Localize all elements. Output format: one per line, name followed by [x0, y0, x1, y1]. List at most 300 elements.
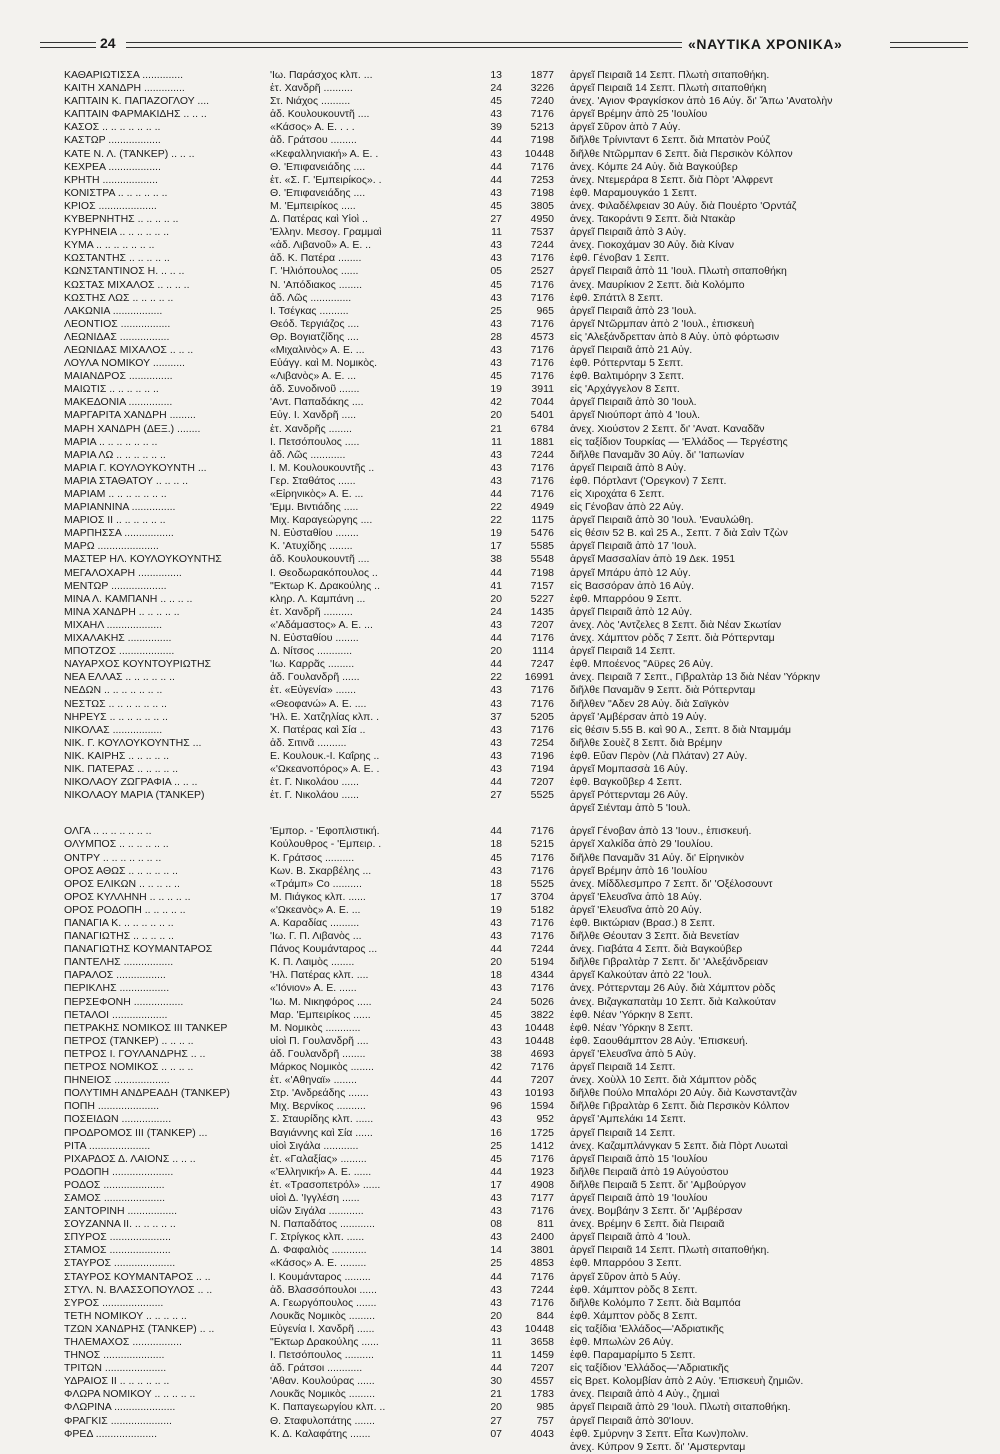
ship-owner: Εὐγενία Ι. Χανδρῆ ...... — [270, 1322, 375, 1335]
ship-owner: 'Ηλ. Πατέρας κλπ. .... — [270, 969, 369, 982]
ship-owner: Ι. Κουμάνταρος ......... — [270, 1270, 371, 1283]
ship-status: εἰς Βασσόραν ἀπὸ 16 Αὐγ. — [570, 579, 695, 592]
ship-tonnage: 4043 — [530, 1427, 554, 1440]
ship-code: 11 — [491, 226, 502, 239]
ship-tonnage: 3704 — [530, 890, 554, 903]
ship-tonnage: 7044 — [530, 396, 554, 409]
ship-tonnage: 844 — [536, 1309, 554, 1322]
ship-tonnage: 1725 — [530, 1126, 554, 1139]
ship-code: 24 — [490, 995, 502, 1008]
ship-tonnage: 16991 — [524, 671, 554, 684]
ship-name: ΟΝΤΡΥ .. .. .. .. .. .. .. — [64, 851, 162, 864]
ship-tonnage: 7176 — [530, 684, 554, 697]
ship-code: 43 — [490, 317, 502, 330]
table-row — [64, 1349, 944, 1362]
ship-code: 43 — [490, 1113, 502, 1126]
table-row — [64, 1401, 944, 1414]
ship-owner: Ε. Κουλουκ.-Ι. Καΐρης .. — [270, 749, 380, 762]
ship-status: διῆλθε Γιβραλτὰρ 7 Σεπτ. δι' 'Αλεξάνδρειαν — [570, 956, 768, 969]
ship-status: ἐφθ. Παραμαρίμπο 5 Σεπτ. — [570, 1349, 696, 1362]
ship-status: ἐφθ. Μαραμουγκάο 1 Σεπτ. — [570, 186, 698, 199]
table-row — [64, 1244, 944, 1257]
ship-status: ἐφθ. Σπάττλ 8 Σεπτ. — [570, 291, 664, 304]
ship-tonnage: 10448 — [524, 1322, 554, 1335]
ship-owner: ἐτ. «Γαλαξίας» ......... — [270, 1152, 367, 1165]
ship-tonnage: 7207 — [530, 618, 554, 631]
ship-owner: Ι. Πετσόπουλος ..... — [270, 435, 360, 448]
ship-name: ΤΡΙΤΩΝ ..................... — [64, 1362, 167, 1375]
ship-status: ἀργεῖ Πειραιᾶ 14 Σεπτ. — [570, 1061, 676, 1074]
ship-status: ἀνεχ. Καζαμπλάνγκαν 5 Σεπτ. διὰ Πὸρτ Λυωταὶ — [570, 1139, 788, 1152]
table-row — [64, 1428, 944, 1441]
ship-name: ΛΟΥΛΑ ΝΟΜΙΚΟΥ ........... — [64, 357, 185, 370]
ship-tonnage: 985 — [536, 1401, 554, 1414]
ship-owner: «Κάσος» Α. Ε. . . . — [270, 121, 355, 134]
ship-status: ἀργεῖ Πειραιᾶ ἀπὸ 30'Ιουν. — [570, 1414, 694, 1427]
ship-code: 30 — [490, 1375, 502, 1388]
ship-code: 43 — [490, 1021, 502, 1034]
ship-name: ΜΑΡΙΑ Γ. ΚΟΥΛΟΥΚΟΥΝΤΗ ... — [64, 461, 207, 474]
ship-tonnage: 5525 — [530, 877, 554, 890]
table-row — [64, 213, 944, 226]
ship-name: ΤΗΝΟΣ ..................... — [64, 1349, 165, 1362]
ship-name: ΜΑΡΓΑΡΙΤΑ ΧΑΝΔΡΗ ......... — [64, 409, 196, 422]
table-row — [64, 1310, 944, 1323]
table-row — [64, 1297, 944, 1310]
ship-tonnage: 7176 — [530, 723, 554, 736]
ship-name: ΠΟΛΥΤΙΜΗ ΑΝΔΡΕΑΔΗ (ΤΆΝΚΕΡ) — [64, 1087, 230, 1100]
ship-code: 43 — [490, 1205, 502, 1218]
ship-owner: ἐτ. «'Αθηναϊ» ........ — [270, 1074, 357, 1087]
ship-tonnage: 6784 — [530, 422, 554, 435]
ship-status: ἀνεχ. Κύπρον 9 Σεπτ. δι' 'Αμστερνταμ — [570, 1440, 746, 1453]
ship-status: ἐφθ. Νέαν 'Υόρκην 8 Σεπτ. — [570, 1021, 694, 1034]
table-row — [64, 95, 944, 108]
ship-status: ἀργεῖ 'Ελευσῖνα ἀπὸ 18 Αὐγ. — [570, 890, 702, 903]
ship-code: 42 — [490, 396, 502, 409]
table-row — [64, 1441, 944, 1454]
ship-tonnage: 7253 — [530, 173, 554, 186]
ship-name: ΣΠΥΡΟΣ ..................... — [64, 1231, 171, 1244]
table-row — [64, 174, 944, 187]
ship-code: 11 — [491, 1336, 502, 1348]
ship-owner: Ν. 'Απόδιακος ........ — [270, 278, 363, 291]
ship-tonnage: 4693 — [530, 1047, 554, 1060]
ship-name: ΝΑΥΑΡΧΟΣ ΚΟΥΝΤΟΥΡΙΩΤΗΣ — [64, 658, 212, 671]
ship-name: ΜΠΟΤΖΟΣ ................... — [64, 645, 175, 658]
ship-owner: ἐτ. Γ. Νικολάου ...... — [270, 776, 359, 789]
table-row — [64, 737, 944, 750]
ship-status: ἀνεχ. Φιλαδέλφειαν 30 Αὐγ. διὰ Πουέρτο 'Ορντάζ — [570, 199, 797, 212]
ship-code: 43 — [490, 1322, 502, 1335]
ship-status: ἐφθ. Χάμπτον ρὸδς 8 Σεπτ. — [570, 1283, 698, 1296]
ship-status: ἀργεῖ Πειραιᾶ ἀπὸ 29 'Ιουλ. Πλωτὴ σιταποθήκη. — [570, 1401, 791, 1414]
ship-tonnage: 5026 — [530, 995, 554, 1008]
ship-status: διῆλθε Γιβραλτὰρ 6 Σεπτ. διὰ Περσικὸν Κόλπον — [570, 1100, 790, 1113]
ship-name: ΝΙΚ. ΚΑΙΡΗΣ .. .. .. .. .. — [64, 749, 170, 762]
ship-name: ΚΩΣΤΑΣ ΜΙΧΑΛΟΣ .. .. .. .. — [64, 278, 190, 291]
ship-status: ἐφθ. Χάμπτον ρὸδς 8 Σεπτ. — [570, 1309, 698, 1322]
ship-tonnage: 7240 — [530, 95, 554, 108]
ship-owner: υἱοὶ Π. Γουλανδρῆ .... — [270, 1034, 369, 1047]
ship-tonnage: 10448 — [524, 1034, 554, 1047]
ship-code: 13 — [490, 69, 502, 81]
ship-status: εἰς ταξίδιον 'Ελλάδος—'Αδριατικῆς — [570, 1362, 729, 1375]
ship-status: ἀργεῖ 'Αμπελάκι 14 Σεπτ. — [570, 1113, 686, 1126]
ship-name: ΠΕΤΡΑΚΗΣ ΝΟΜΙΚΟΣ ΙΙΙ ΤΆΝΚΕΡ — [64, 1021, 228, 1034]
ship-tonnage: 3658 — [530, 1336, 554, 1348]
ship-tonnage: 7176 — [530, 461, 554, 474]
ship-owner: Μ. Πιάγκος κλπ. ...... — [270, 890, 366, 903]
ship-owner: «ἀδ. Λιβανοῦ» Α. Ε. .. — [270, 239, 371, 252]
ship-status: ἐφθ. Πόρτλαντ ('Ορεγκον) 7 Σεπτ. — [570, 474, 727, 487]
ship-name: ΟΡΟΣ ΡΟΔΟΠΗ .. .. .. .. .. — [64, 903, 186, 916]
ship-status: ἀνεχ. Λὸς 'Αντζελες 8 Σεπτ. διὰ Νέαν Σκωτίαν — [570, 618, 782, 631]
table-row — [64, 1218, 944, 1231]
ship-status: ἀργεῖ Πειραιᾶ ἀπὸ 30 'Ιουλ. — [570, 396, 697, 409]
ship-owner: Ι. Θεοδωρακόπουλος .. — [270, 566, 378, 579]
ship-tonnage: 7254 — [530, 736, 554, 749]
ship-status: διῆλθε Θέουταν 3 Σεπτ. διὰ Βενετίαν — [570, 930, 740, 943]
ship-owner: Κ. Παπαγεωργίου κλπ. .. — [270, 1401, 386, 1414]
ship-code: 17 — [490, 890, 502, 903]
ship-code: 44 — [490, 1270, 502, 1283]
table-row — [64, 750, 944, 763]
ship-code: 43 — [490, 186, 502, 199]
ship-name: ΛΕΩΝΙΔΑΣ ΜΙΧΑΛΟΣ .. .. .. — [64, 343, 194, 356]
table-row — [64, 1192, 944, 1205]
ship-tonnage: 7196 — [530, 749, 554, 762]
table-row — [64, 802, 944, 815]
ship-status: διῆλθεν "Αδεν 28 Αὐγ. διὰ Σαϊγκὸν — [570, 697, 729, 710]
ship-code: 07 — [490, 1427, 502, 1440]
ship-tonnage: 5215 — [530, 838, 554, 851]
ship-name: ΜΑΡΙΟΣ ΙΙ .. .. .. .. .. .. — [64, 514, 166, 527]
table-row — [64, 943, 944, 956]
ship-tonnage: 5213 — [530, 121, 554, 134]
ship-name: ΦΛΩΡΑ ΝΟΜΙΚΟΥ .. .. .. .. .. — [64, 1388, 196, 1401]
table-row — [64, 982, 944, 995]
ship-status: ἐφθ. Νέαν 'Υόρκην 8 Σεπτ. — [570, 1008, 694, 1021]
ship-status: ἐφθ. Ρόττερνταμ 5 Σεπτ. — [570, 357, 684, 370]
table-row — [64, 475, 944, 488]
ship-status: διῆλθε Τρίνινταντ 6 Σεπτ. διὰ Μπατὸν Ρούζ — [570, 134, 771, 147]
ship-tonnage: 5227 — [530, 592, 554, 605]
ship-code: 43 — [490, 474, 502, 487]
ship-code: 43 — [490, 1034, 502, 1047]
ship-tonnage: 5585 — [530, 540, 554, 553]
ship-status: ἀργεῖ Νιούπορτ ἀπὸ 4 'Ιουλ. — [570, 409, 701, 422]
table-row — [64, 409, 944, 422]
ship-owner: 'Ιω. Γ. Π. Λιβανὸς ... — [270, 930, 362, 943]
ship-owner: Μάρκος Νομικὸς ........ — [270, 1061, 374, 1074]
journal-title: «ΝΑΥΤΙΚΑ ΧΡΟΝΙΚΑ» — [688, 36, 843, 52]
table-row — [64, 540, 944, 553]
ship-code: 18 — [490, 838, 502, 851]
ship-name: ΚΡΗΤΗ ................... — [64, 173, 158, 186]
ship-owner: Α. Γεωργόπουλος ....... — [270, 1296, 377, 1309]
ship-code: 38 — [490, 1047, 502, 1060]
ship-name: ΜΑΡΙΑ ΣΤΑΘΑΤΟΥ .. .. .. .. — [64, 474, 188, 487]
ship-name: ΚΑΤΕ Ν. Λ. (ΤΆΝΚΕΡ) .. .. .. — [64, 147, 195, 160]
ship-tonnage: 757 — [536, 1414, 554, 1427]
table-row — [64, 969, 944, 982]
table-row — [64, 1205, 944, 1218]
table-row — [64, 1257, 944, 1270]
ship-status: εἰς ταξίδιον Τουρκίας — 'Ελλάδος — Τεργέστης — [570, 435, 788, 448]
ship-code: 43 — [490, 252, 502, 265]
ship-name: ΜΕΝΤΩΡ ................... — [64, 579, 167, 592]
ship-owner: Κ. 'Ατυχίδης ........ — [270, 540, 353, 553]
ship-code: 44 — [490, 943, 502, 956]
ship-name: ΦΛΩΡΙΝΑ ..................... — [64, 1401, 176, 1414]
table-row — [64, 724, 944, 737]
ship-owner: ἀδ. Λῶς ............ — [270, 448, 346, 461]
table-row — [64, 1100, 944, 1113]
ship-code: 19 — [490, 527, 502, 540]
ship-name: ΝΙΚΟΛΑΣ ................. — [64, 723, 163, 736]
ship-tonnage: 7176 — [530, 474, 554, 487]
ship-code: 43 — [490, 917, 502, 929]
table-row — [64, 1113, 944, 1126]
table-row — [64, 318, 944, 331]
ship-code: 45 — [490, 1008, 502, 1021]
ship-code: 25 — [490, 304, 502, 317]
table-row — [64, 370, 944, 383]
ship-tonnage: 7537 — [530, 226, 554, 239]
ship-tonnage: 7207 — [530, 776, 554, 789]
ship-name: ΚΑΣΟΣ .. .. .. .. .. .. .. — [64, 121, 161, 134]
ship-name: ΜΑΡΗ ΧΑΝΔΡΗ (ΔΕΞ.) ........ — [64, 422, 201, 435]
ship-owner: Ι. Τσέγκας .......... — [270, 304, 349, 317]
ship-owner: ἐτ. «Εὐγενία» ....... — [270, 684, 357, 697]
ship-name: ΚΩΝΣΤΑΝΤΙΝΟΣ Η. .. .. .. — [64, 265, 185, 278]
ship-name: ΝΙΚ. Γ. ΚΟΥΛΟΥΚΟΥΝΤΗΣ ... — [64, 736, 202, 749]
ship-status: ἐφθ. Γένοβαν 1 Σεπτ. — [570, 252, 670, 265]
ship-name: ΜΑΡΙΑΜ .. .. .. .. .. .. .. — [64, 488, 167, 500]
ship-status: διῆλθε Πειραιᾶ ἀπὸ 19 Αὐγούστου — [570, 1165, 729, 1178]
ship-owner: ἐτ. Χανδρῆς ........ — [270, 422, 352, 435]
ship-tonnage: 7194 — [530, 762, 554, 775]
ship-owner: Θεόδ. Τεργιάζος .... — [270, 317, 360, 330]
ship-status: διῆλθε Πούλο Μπαλόρι 20 Αὐγ. διὰ Κωνσταντζὰν — [570, 1087, 797, 1100]
ship-tonnage: 4344 — [530, 969, 554, 982]
ship-name: ΣΤΑΜΟΣ ..................... — [64, 1244, 171, 1257]
ship-status: ἀργεῖ Πειραιᾶ ἀπὸ 12 Αὐγ. — [570, 605, 693, 618]
ship-tonnage: 4853 — [530, 1257, 554, 1270]
table-row — [64, 684, 944, 697]
ship-name: ΠΗΝΕΙΟΣ ................... — [64, 1074, 170, 1087]
table-row — [64, 134, 944, 147]
ship-code: 17 — [490, 540, 502, 553]
table-row — [64, 1022, 944, 1035]
ship-tonnage: 3226 — [530, 82, 554, 95]
ship-owner: Κ. Π. Λαιμὸς ........ — [270, 956, 355, 969]
ship-status: διῆλθε Παναμᾶν 31 Αὐγ. δι' Εἰρηνικὸν — [570, 851, 744, 864]
ship-tonnage: 2400 — [530, 1231, 554, 1244]
ship-status: ἀνεχ. Μαυρίκιον 2 Σεπτ. διὰ Κολόμπο — [570, 278, 745, 291]
table-row — [64, 423, 944, 436]
ship-tonnage: 7244 — [530, 239, 554, 252]
ship-owner: Δ. Φαφαλιὸς ............ — [270, 1244, 367, 1257]
ship-name: ΚΥΒΕΡΝΗΤΗΣ .. .. .. .. .. — [64, 213, 179, 226]
ship-tonnage: 811 — [537, 1218, 554, 1231]
ship-code: 38 — [490, 553, 502, 566]
ship-status: ἀνεχ. Βιζαγκαπατὰμ 10 Σεπτ. διὰ Καλκούταν — [570, 995, 776, 1008]
ship-name: ΜΙΧΑΛΑΚΗΣ ............... — [64, 632, 172, 645]
ship-name: ΛΕΟΝΤΙΟΣ ................. — [64, 317, 171, 330]
ship-status: ἐφθ. Σμύρνην 3 Σεπτ. Εἶτα Κων)πολιν. — [570, 1427, 749, 1440]
ship-status: εἰς θέσιν 52 Β. καὶ 25 Α., Σεπτ. 7 διὰ Σαὶν Τζὼν — [570, 527, 788, 540]
ship-name: ΠΑΝΑΓΙΩΤΗΣ ΚΟΥΜΑΝΤΑΡΟΣ — [64, 943, 213, 956]
ship-tonnage: 7176 — [530, 825, 554, 838]
ship-status: ἀργεῖ Μομπασσὰ 16 Αὐγ. — [570, 762, 688, 775]
ship-status: ἀργεῖ Βρέμην ἀπὸ 16 'Ιουλίου — [570, 864, 708, 877]
ship-tonnage: 7176 — [530, 1152, 554, 1165]
ship-tonnage: 2527 — [530, 265, 554, 278]
ship-status: διῆλθε Σουὲζ 8 Σεπτ. διὰ Βρέμην — [570, 736, 723, 749]
ship-status: ἀνεχ. Πειραιᾶ ἀπὸ 4 Αὐγ., ζημιαὶ — [570, 1388, 720, 1401]
table-row — [64, 996, 944, 1009]
ship-owner: υἱῶν Σιγάλα ............ — [270, 1205, 364, 1218]
table-row — [64, 825, 944, 838]
table-row — [64, 187, 944, 200]
ship-name: ΜΑΙΩΤΙΣ .. .. .. .. .. .. — [64, 383, 159, 396]
ship-owner: Ν. Εὐσταθίου ........ — [270, 632, 359, 645]
ship-name: ΣΤΑΥΡΟΣ ΚΟΥΜΑΝΤΑΡΟΣ .. .. — [64, 1270, 211, 1283]
table-row — [64, 698, 944, 711]
table-row — [64, 1127, 944, 1140]
ship-code: 43 — [490, 1231, 502, 1244]
ship-name: ΠΟΣΕΙΔΩΝ ................. — [64, 1113, 172, 1126]
ship-name: ΚΑΠΤΑΙΝ Κ. ΠΑΠΑΖΟΓΛΟΥ .... — [64, 95, 210, 108]
ship-tonnage: 7177 — [530, 1191, 554, 1204]
ship-tonnage: 7176 — [530, 1205, 554, 1218]
ship-tonnage: 5401 — [530, 409, 554, 422]
ship-code: 43 — [490, 448, 502, 461]
ship-name: ΚΩΣΤΗΣ ΛΩΣ .. .. .. .. .. — [64, 291, 174, 304]
table-row — [64, 82, 944, 95]
ship-owner: Θ. 'Επιφανειάδης .... — [270, 160, 366, 173]
ship-tonnage: 3805 — [530, 199, 554, 212]
ship-name: ΚΥΜΑ .. .. .. .. .. .. .. — [64, 239, 155, 252]
ship-owner: ἀδ. Κ. Πατέρα ........ — [270, 252, 362, 265]
table-row — [64, 108, 944, 121]
table-row — [64, 226, 944, 239]
ship-owner: 'Εμμ. Βιντιάδης ..... — [270, 501, 359, 514]
ship-owner: Μ. 'Εμπειρίκος ..... — [270, 199, 356, 212]
ship-name: ΜΑΣΤΕΡ ΗΛ. ΚΟΥΛΟΥΚΟΥΝΤΗΣ — [64, 553, 222, 566]
ship-code: 43 — [490, 697, 502, 710]
ship-code: 08 — [490, 1218, 502, 1231]
ship-name: ΠΡΟΔΡΟΜΟΣ ΙΙΙ (ΤΆΝΚΕΡ) ... — [64, 1126, 208, 1139]
ship-code: 18 — [490, 969, 502, 982]
table-row — [64, 292, 944, 305]
ship-status: εἰς 'Αρχάγγελον 8 Σεπτ. — [570, 383, 680, 396]
ship-owner: ἀδ. Κουλουκουντῆ .... — [270, 108, 370, 121]
ship-code: 05 — [490, 265, 502, 278]
ship-code: 20 — [490, 956, 502, 969]
ship-tonnage: 5525 — [530, 789, 554, 802]
ship-tonnage: 3801 — [530, 1244, 554, 1257]
ship-tonnage: 5205 — [530, 710, 554, 723]
ship-name: ΜΑΡΙΑ ΛΩ .. .. .. .. .. .. — [64, 448, 166, 461]
ship-code: 44 — [490, 658, 502, 671]
table-row — [64, 930, 944, 943]
ship-code: 44 — [490, 566, 502, 579]
table-row — [64, 671, 944, 684]
ship-tonnage: 10448 — [524, 1021, 554, 1034]
ship-tonnage: 1594 — [530, 1100, 554, 1113]
ship-owner: 'Εμπορ. - 'Εφοπλιστική. — [270, 825, 380, 838]
ship-owner: ἀδ. Γράτσοι ............ — [270, 1362, 363, 1375]
header-rule-middle — [126, 42, 682, 48]
ship-owner: Λουκᾶς Νομικὸς ......... — [270, 1388, 376, 1401]
ship-tonnage: 7176 — [530, 1296, 554, 1309]
ship-status: ἀργεῖ Χαλκίδα ἀπὸ 29 'Ιουλίου. — [570, 838, 714, 851]
ship-name: ΡΟΔΟΣ ..................... — [64, 1178, 165, 1191]
ship-name: ΡΙΤΑ ..................... — [64, 1139, 151, 1152]
ship-status: ἀνεχ. Χάμπτον ρὸδς 7 Σεπτ. διὰ Ρόττερνταμ — [570, 632, 775, 645]
ship-owner: «'Ελληνική» Α. Ε. ...... — [270, 1165, 372, 1178]
ship-name: ΜΕΓΑΛΟΧΑΡΗ ............... — [64, 566, 182, 579]
ship-status: ἀνεχ. Τακοράντι 9 Σεπτ. διὰ Ντακὰρ — [570, 213, 736, 226]
ship-tonnage: 1877 — [530, 69, 554, 81]
ship-code: 43 — [490, 618, 502, 631]
ship-code: 44 — [490, 160, 502, 173]
ship-name: ΚΡΙΟΣ .................... — [64, 199, 157, 212]
ship-code: 44 — [490, 173, 502, 186]
ship-name: ΚΑΠΤΑΙΝ ΦΑΡΜΑΚΙΔΗΣ .. .. .. — [64, 108, 207, 121]
ship-code: 44 — [490, 632, 502, 645]
table-row — [64, 1323, 944, 1336]
ship-owner: Εὐγ. Ι. Χανδρῆ ..... — [270, 409, 357, 422]
ship-code: 45 — [490, 199, 502, 212]
ship-tonnage: 7176 — [530, 1270, 554, 1283]
ship-owner: 'Αντ. Παπαδάκης .... — [270, 396, 364, 409]
ship-owner: υἱοὶ Σιγάλα ............ — [270, 1139, 359, 1152]
table-row — [64, 1009, 944, 1022]
ship-code: 43 — [490, 723, 502, 736]
ship-name: ΣΑΜΟΣ ..................... — [64, 1191, 166, 1204]
ship-tonnage: 7176 — [530, 632, 554, 645]
ship-owner: ἀδ. Συνοδινοῦ ....... — [270, 383, 360, 396]
ship-status: ἀνεχ. Γιαβάτα 4 Σεπτ. διὰ Βαγκούβερ — [570, 943, 743, 956]
ship-code: 43 — [490, 1296, 502, 1309]
ship-owner: «'Ωκεανὸς» Α. Ε. ... — [270, 903, 361, 916]
ship-owner: ἐτ. Γ. Νικολάου ...... — [270, 789, 359, 802]
ship-code: 20 — [490, 409, 502, 422]
table-row — [64, 1061, 944, 1074]
table-row — [64, 658, 944, 671]
ship-owner: κληρ. Λ. Καμπάνη ... — [270, 592, 366, 605]
ship-tonnage: 10193 — [524, 1087, 554, 1100]
ship-owner: ἀδ. Γράτσου ......... — [270, 134, 357, 147]
table-row — [64, 776, 944, 789]
ship-tonnage: 7176 — [530, 291, 554, 304]
ship-code: 44 — [490, 1362, 502, 1375]
ship-status: ἀργεῖ Γένοβαν ἀπὸ 13 'Ιουν., ἐπισκευή. — [570, 825, 752, 838]
ship-name: ΝΕΑ ΕΛΛΑΣ .. .. .. .. .. .. — [64, 671, 175, 684]
ship-code: 43 — [490, 1087, 502, 1100]
table-row — [64, 789, 944, 802]
ship-code: 27 — [490, 789, 502, 802]
ship-status: ἀργεῖ Πειραιᾶ ἀπὸ 30 'Ιουλ. 'Εναυλώθη. — [570, 514, 754, 527]
ship-owner: Κούλουθρος - 'Εμπειρ. . — [270, 838, 382, 851]
ship-owner: «Λιβανὸς» Α. Ε. ... — [270, 370, 357, 383]
ship-owner: 'Αθαν. Κουλούρας ...... — [270, 1375, 375, 1388]
ship-code: 22 — [490, 501, 502, 514]
